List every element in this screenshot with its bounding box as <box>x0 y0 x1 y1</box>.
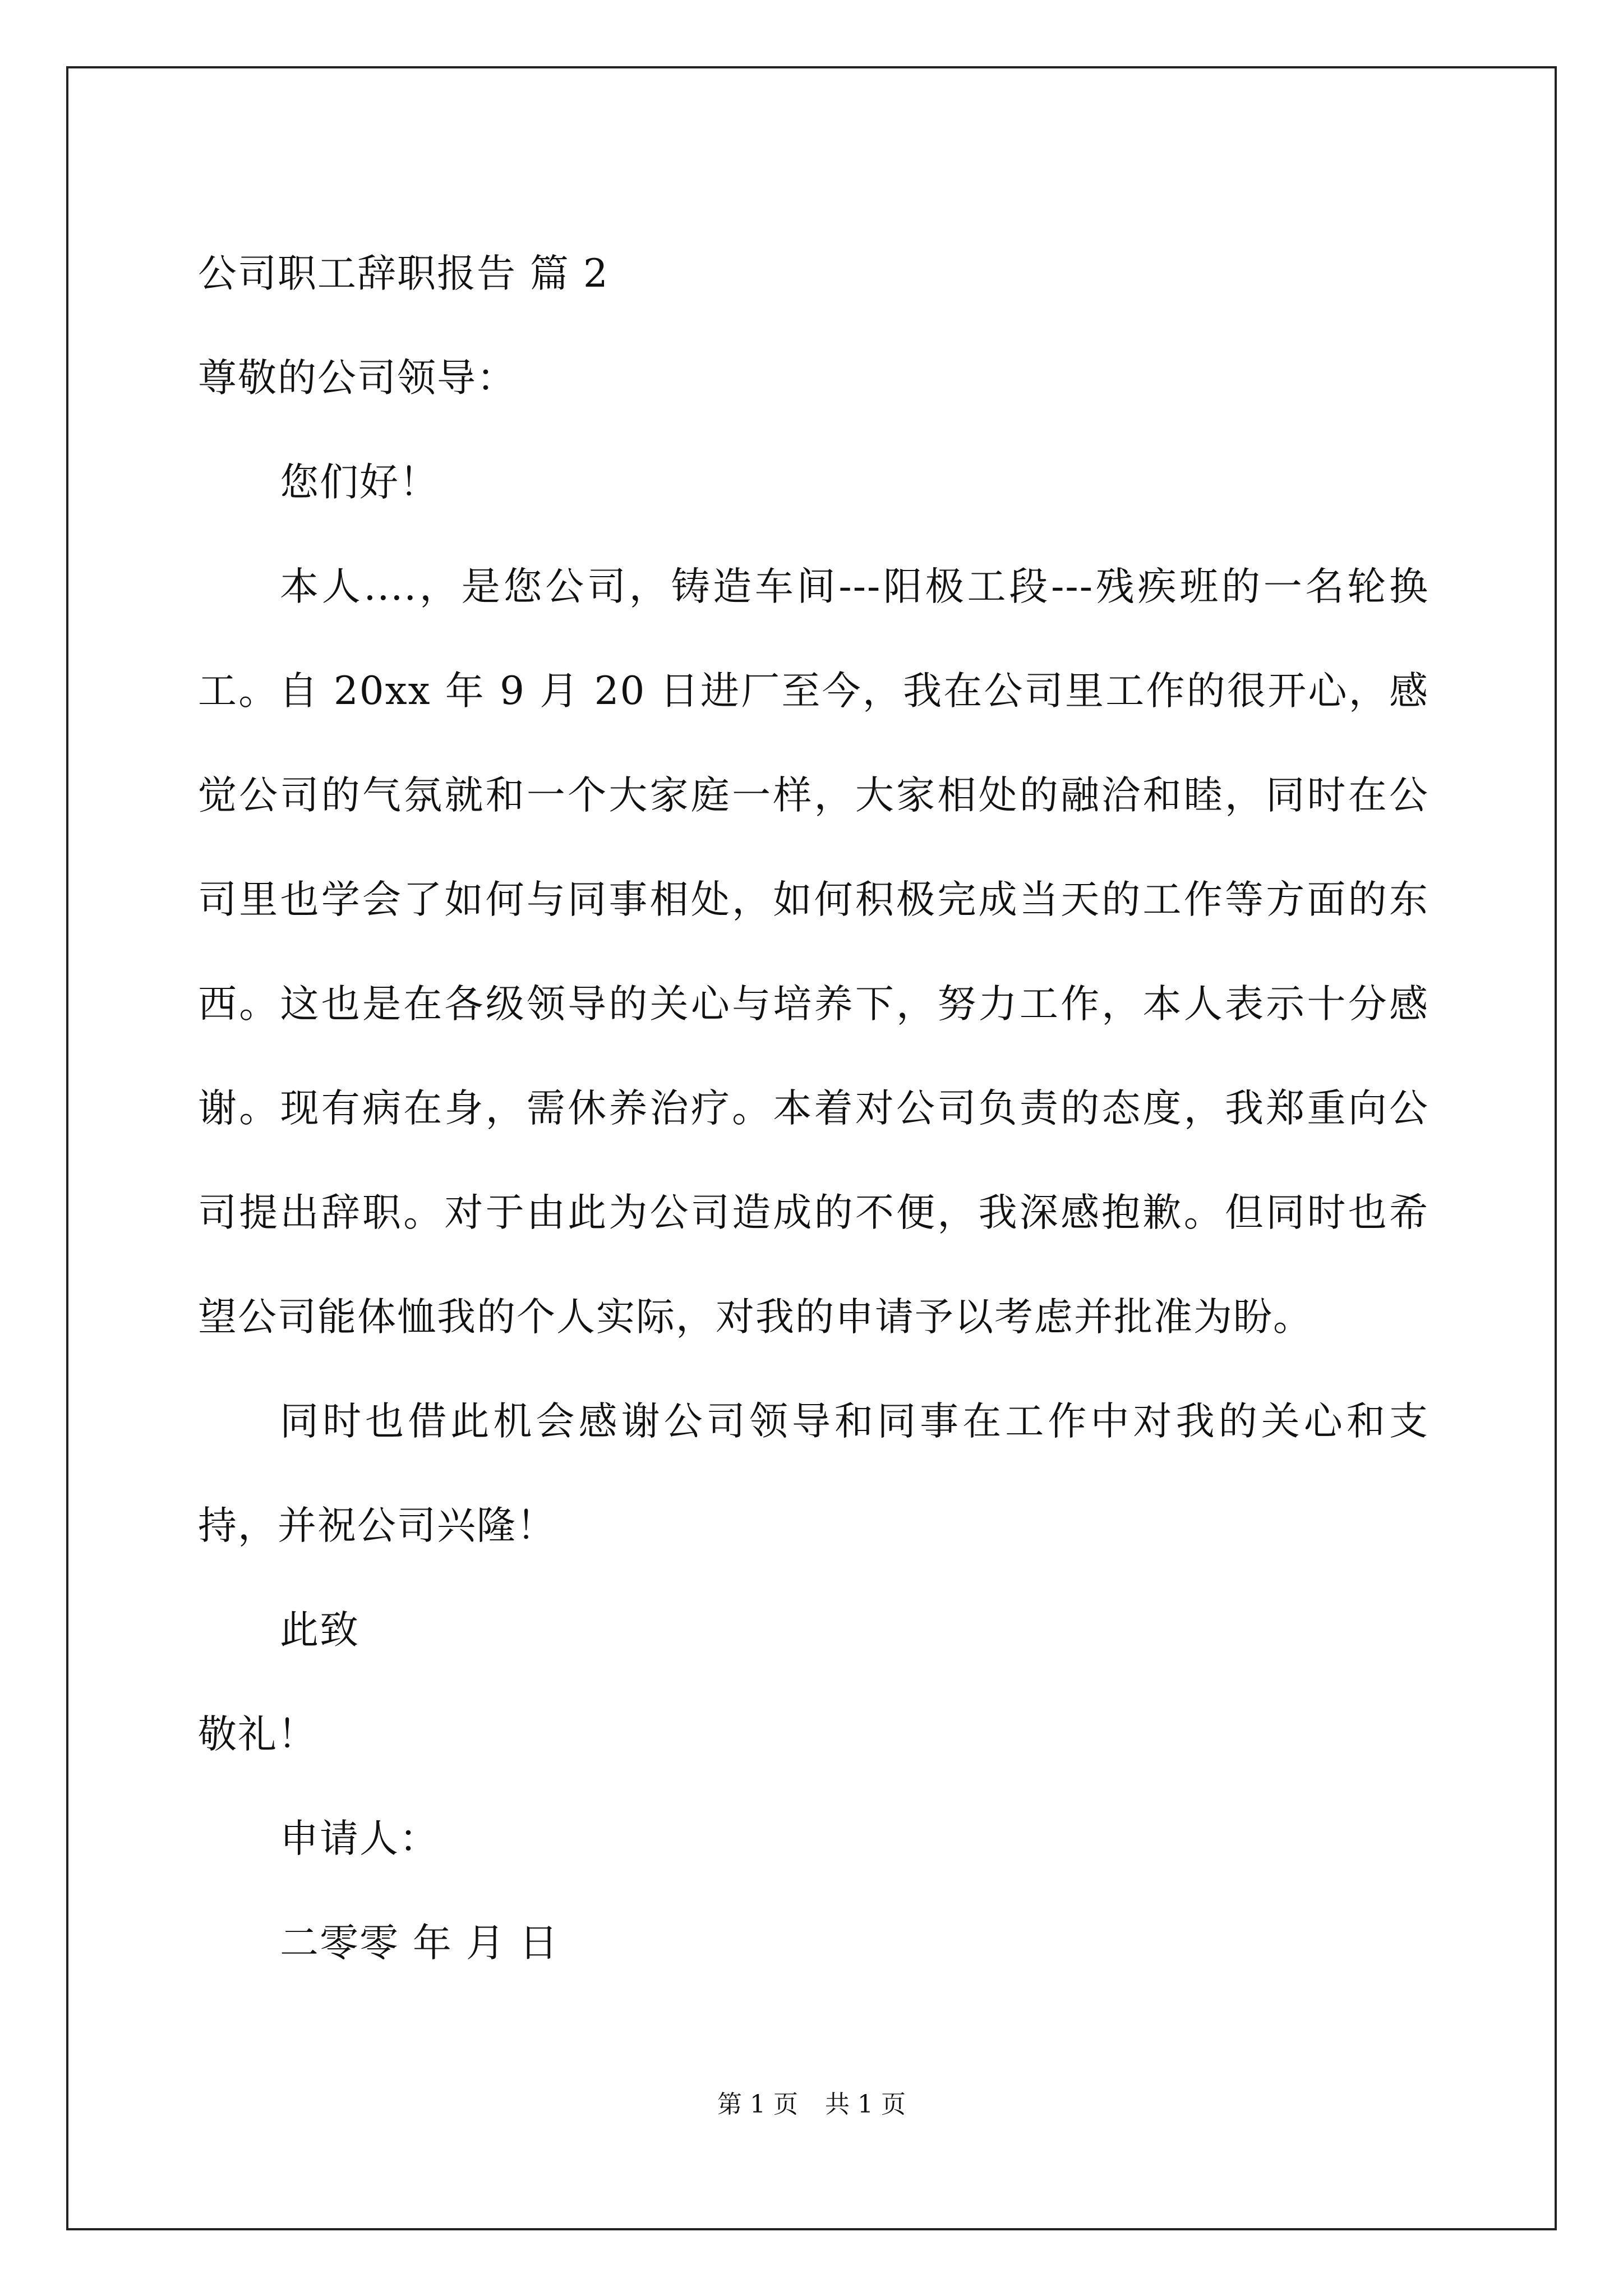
letter-body <box>198 222 1429 1995</box>
greeting: 您们好！ <box>280 460 439 505</box>
date-line: 二零零 年 月 日 <box>280 1921 559 1966</box>
regards-phrase: 敬礼！ <box>198 1712 317 1757</box>
thanks-paragraph: 同时也借此机会感谢公司领导和同事在工作中对我的关心和支持，并祝公司兴隆！ <box>198 1399 1429 1548</box>
page-number-current: 第 1 页 <box>717 2090 798 2119</box>
main-paragraph: 本人....，是您公司，铸造车间---阳极工段---残疾班的一名轮换工。自 20xx 年 9 月 20 日进厂至今，我在公司里工作的很开心，感觉公司的气氛就和一个大家庭一样，大家相处的融洽和睦，同时在公司里也学会了如何与同事相处，如何积极完成当天的工作等方面的东西。这也是在各级领导的关心与培养下，努力工作，本人表示十分感谢。现有病在身，需休养治疗。本着对公司负责的态度，我郑重向公司提出辞职。对于由此为公司造成的不便，我深感抱歉。但同时也希望公司能体恤我的个人实际，对我的申请予以考虑并批准为盼。 <box>198 564 1429 1340</box>
closing-phrase: 此致 <box>280 1608 359 1653</box>
applicant-label: 申请人： <box>280 1816 439 1861</box>
page-number-total: 共 1 页 <box>825 2090 906 2119</box>
document-title: 公司职工辞职报告 篇 2 <box>198 251 609 296</box>
salutation: 尊敬的公司领导： <box>198 356 517 401</box>
page-footer <box>0 2088 1623 2122</box>
